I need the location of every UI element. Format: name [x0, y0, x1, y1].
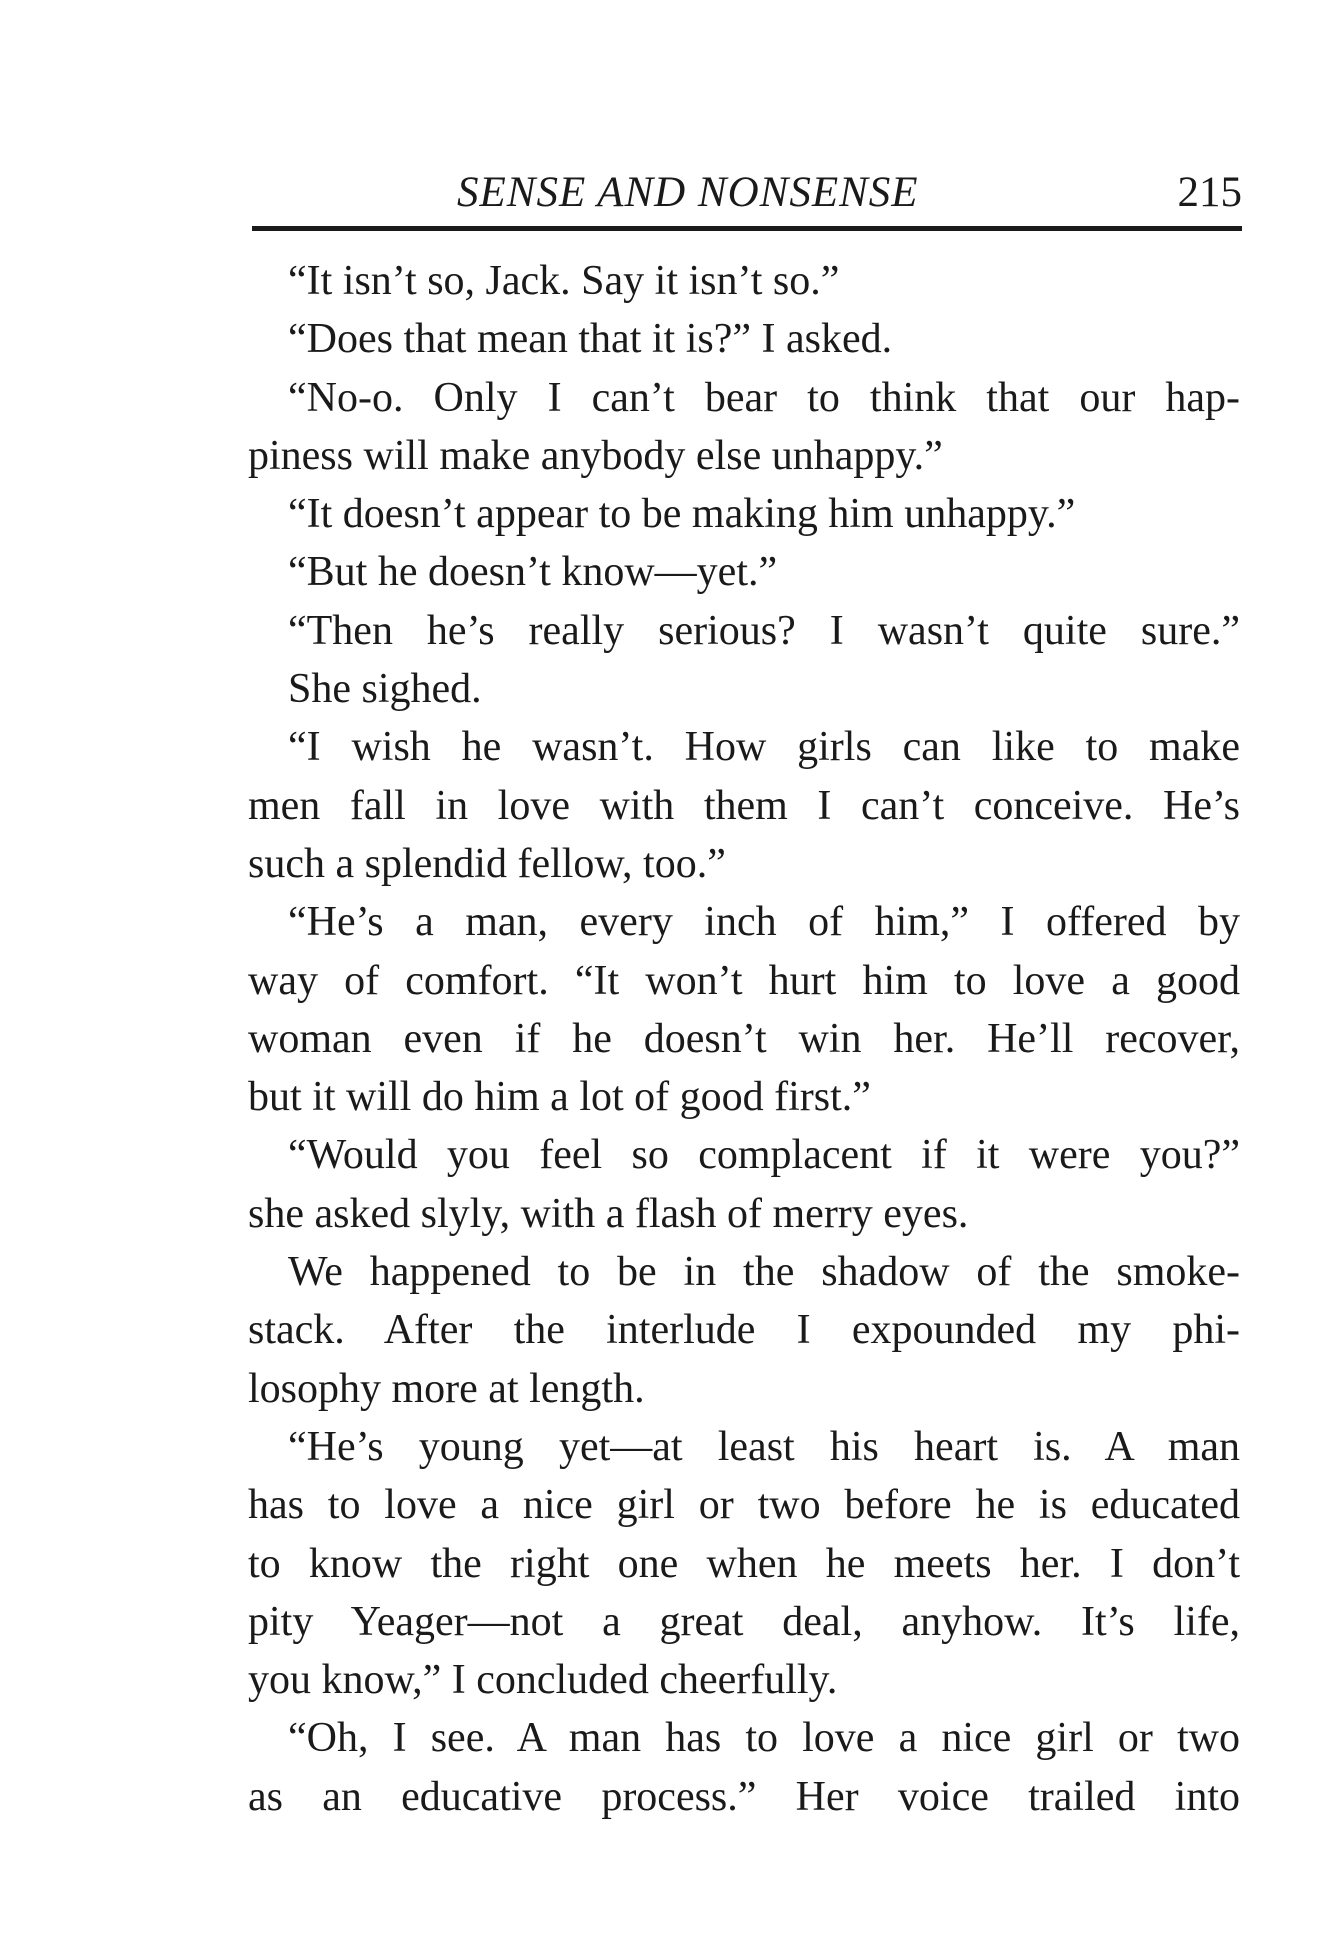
- text-line: “It isn’t so, Jack. Say it isn’t so.”: [288, 258, 840, 304]
- text-line: stack. After the interlude I expounded my phi-: [248, 1307, 1240, 1354]
- text-line: “I wish he wasn’t. How girls can like to make: [288, 724, 1240, 771]
- text-line: “He’s a man, every inch of him,” I offered by: [288, 899, 1240, 946]
- text-line: you know,” I concluded cheerfully.: [248, 1657, 838, 1704]
- text-line: such a splendid fellow, too.”: [248, 840, 726, 887]
- text-line: has to love a nice girl or two before he is educated: [248, 1482, 1240, 1529]
- text-line: “He’s young yet—at least his heart is. A man: [288, 1423, 1240, 1470]
- page-number: 215: [1177, 169, 1242, 216]
- text-line: she asked slyly, with a flash of merry eyes.: [248, 1190, 969, 1237]
- text-line: pity Yeager—not a great deal, anyhow. It’s life,: [248, 1598, 1240, 1645]
- body-text: [248, 252, 1240, 1826]
- text-line: as an educative process.” Her voice trailed into: [248, 1773, 1240, 1820]
- text-line: losophy more at length.: [248, 1365, 645, 1412]
- text-line: “Oh, I see. A man has to love a nice girl or two: [288, 1715, 1240, 1762]
- text-line: way of comfort. “It won’t hurt him to love a good: [248, 957, 1240, 1004]
- text-line: “But he doesn’t know—yet.”: [288, 549, 778, 596]
- text-line: but it will do him a lot of good first.”: [248, 1074, 871, 1121]
- running-title: SENSE AND NONSENSE: [457, 169, 919, 216]
- text-line: “It doesn’t appear to be making him unhappy.”: [288, 491, 1076, 538]
- text-line: “No-o. Only I can’t bear to think that our hap-: [288, 374, 1240, 421]
- text-line: piness will make anybody else unhappy.”: [248, 432, 943, 479]
- text-line: We happened to be in the shadow of the smoke-: [288, 1249, 1240, 1296]
- header-rule: [252, 226, 1242, 231]
- text-line: “Would you feel so complacent if it were you?”: [288, 1132, 1240, 1179]
- text-line: “Then he’s really serious? I wasn’t quite sure.”: [288, 607, 1240, 654]
- text-line: “Does that mean that it is?” I asked.: [288, 316, 893, 363]
- text-line: to know the right one when he meets her. I don’t: [248, 1540, 1240, 1587]
- text-line: She sighed.: [288, 666, 482, 713]
- text-line: woman even if he doesn’t win her. He’ll recover,: [248, 1015, 1240, 1062]
- text-line: men fall in love with them I can’t conceive. He’s: [248, 782, 1240, 829]
- running-head: [252, 168, 1252, 228]
